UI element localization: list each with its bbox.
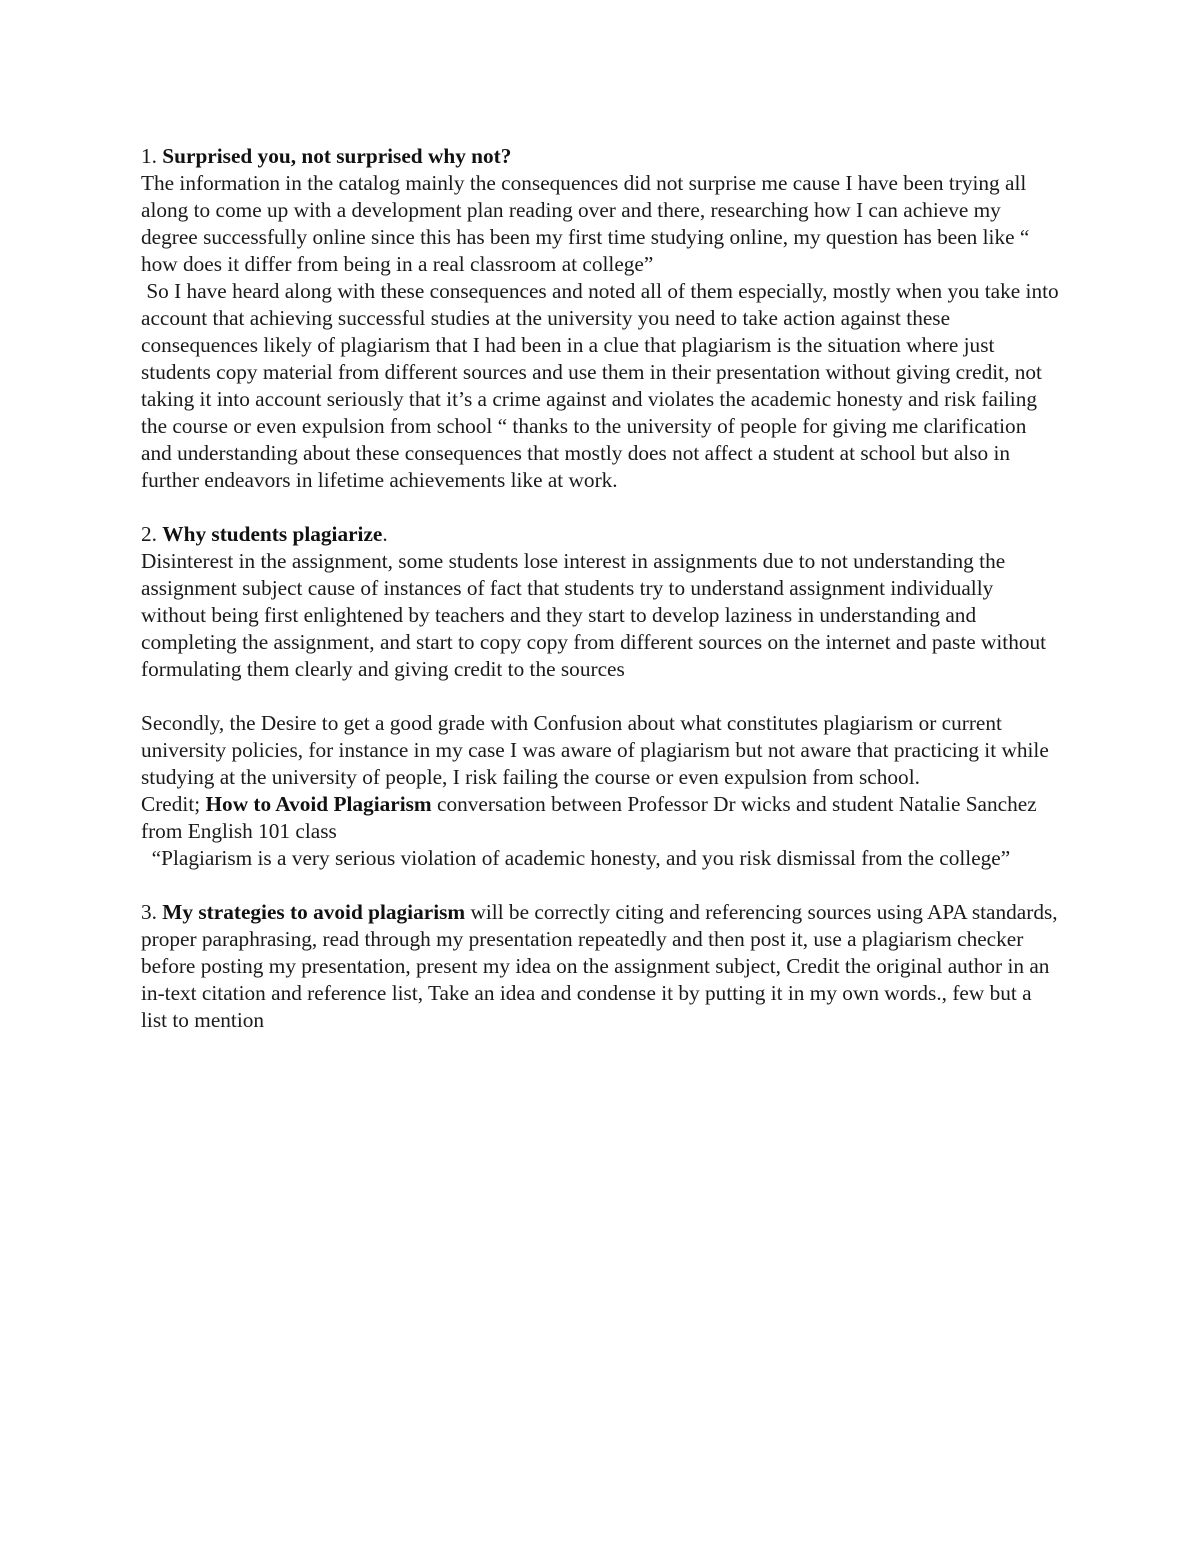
paragraph-spacer [141,872,1061,899]
section-1-number: 1. [141,144,163,168]
section-3-number: 3. [141,900,163,924]
section-2-paragraph-2: Secondly, the Desire to get a good grade with Confusion about what constitutes plagiarism or current university policies, for instance in my case I was aware of plagiarism but not aware that practicing it while studying at the university of people, I risk failing the course or even expulsion from school. [141,711,1049,789]
section-1-paragraph: The information in the catalog mainly the consequences did not surprise me cause I have been trying all along to come up with a development plan reading over and there, researching how I can achieve my degree successfully online since this has been my first time studying online, my question has been like “ how does it differ from being in a real classroom at college” [141,171,1030,276]
section-1-heading: Surprised you, not surprised why not? [162,144,512,168]
credit-suffix: conversation between Professor Dr wicks and student Natalie Sanchez from English 101 class [141,792,1037,843]
paragraph-spacer [141,683,1061,710]
credit-prefix: Credit; [141,792,206,816]
section-2-heading-suffix: . [382,522,388,546]
section-2-heading-line [141,521,1061,548]
credit-line [141,791,1061,845]
section-2-heading: Why students plagiarize [162,522,383,546]
section-3-heading: My strategies to avoid plagiarism [162,900,466,924]
section-1-paragraph-2: So I have heard along with these consequences and noted all of them especially, mostly when you take into account that achieving successful studies at the university you need to take action against these consequences likely of plagiarism that I had been in a clue that plagiarism is the situation where just students copy material from different sources and use them in their presentation without giving credit, not taking it into account seriously that it’s a crime against and violates the academic honesty and risk failing the course or even expulsion from school “ thanks to the university of people for giving me clarification and understanding about these consequences that mostly does not affect a student at school but also in further endeavors in lifetime achievements like at work. [141,279,1059,492]
section-3-body: will be correctly citing and referencing sources using APA standards, proper paraphrasing, read through my presentation repeatedly and then post it, use a plagiarism checker before posting my presentation, present my idea on the assignment subject, Credit the original author in an in-text citation and reference list, Take an idea and condense it by putting it in my own words., few but a list to mention [141,900,1058,1032]
section-1-heading-line [141,143,1061,170]
section-2-paragraph: Disinterest in the assignment, some students lose interest in assignments due to not understanding the assignment subject cause of instances of fact that students try to understand assignment individually without being first enlightened by teachers and they start to develop laziness in understanding and completing the assignment, and start to copy copy from different sources on the internet and paste without formulating them clearly and giving credit to the sources [141,549,1047,681]
paragraph-spacer [141,494,1061,521]
section-2-number: 2. [141,522,163,546]
section-3-paragraph [141,899,1061,1034]
document-body [141,143,1061,1034]
credit-title: How to Avoid Plagiarism [205,792,432,816]
quote: “Plagiarism is a very serious violation of academic honesty, and you risk dismissal from the college” [141,846,1011,870]
